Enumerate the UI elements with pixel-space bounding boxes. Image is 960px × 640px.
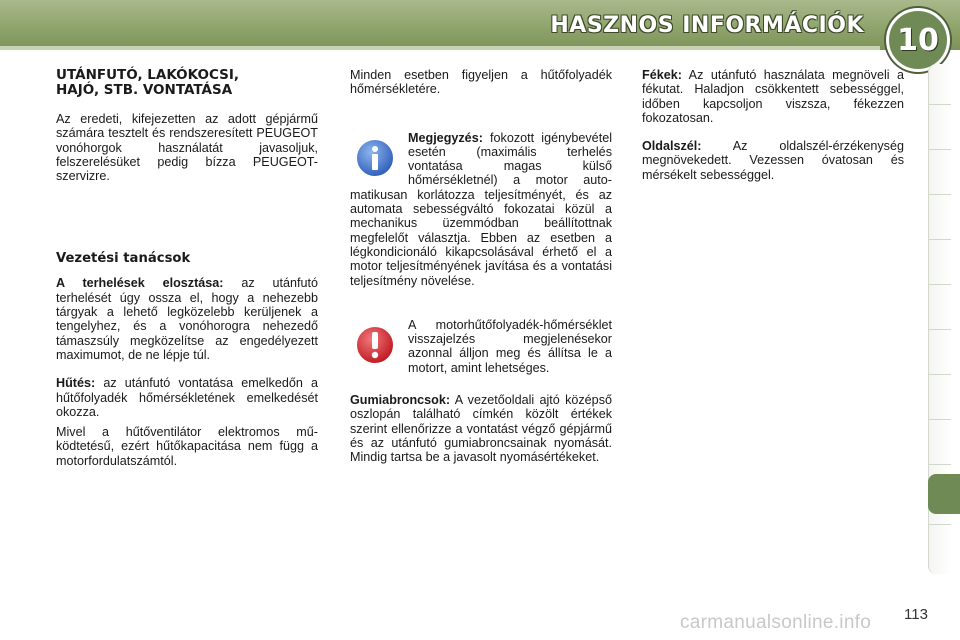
crosswind-text: Az oldalszél-érzékenység megnövekedett. Vezessen óvatosan és mérsékelt sebességgel. bbox=[642, 139, 904, 182]
warning-paragraph: A motorhűtőfolyadék-hőmérséklet visszajelzés megjelenésekor azonnal álljon meg és állítsa le a motort, amint lehetséges. bbox=[408, 317, 612, 375]
tab-divider bbox=[929, 419, 951, 420]
tab-divider bbox=[929, 239, 951, 240]
intro-paragraph: Az eredeti, kifejezetten az adott gépjármű számára tesztelt és rendszeresített PEUGEOT vonóhorgok használatát javasoljuk, felszerelésüket pedig bízza PEUGEOT-szervizre. bbox=[56, 112, 318, 184]
page-title: HASZNOS INFORMÁCIÓK bbox=[550, 13, 864, 38]
tab-divider bbox=[929, 284, 951, 285]
crosswind-paragraph bbox=[642, 139, 904, 182]
tyres-label: Gumiabroncsok: bbox=[350, 393, 451, 408]
watermark: carmanualsonline.info bbox=[680, 612, 872, 633]
cooling-label: Hűtés: bbox=[56, 376, 96, 391]
brakes-text: Az utánfutó használata megnöveli a fékutat. Haladjon csökkentett sebességgel, időben kapcsoljon viszsza, fékezzen fokozatosan. bbox=[642, 68, 904, 125]
warning-note bbox=[350, 318, 612, 375]
cooling-paragraph bbox=[56, 376, 318, 419]
brakes-label: Fékek: bbox=[642, 68, 682, 82]
load-paragraph bbox=[56, 276, 318, 362]
tab-divider bbox=[929, 374, 951, 375]
tab-divider bbox=[929, 104, 951, 105]
note-label: Megjegyzés: bbox=[408, 130, 483, 145]
section-title: UTÁNFUTÓ, LAKÓKOCSI, HAJÓ, STB. VONTATÁSA bbox=[56, 67, 240, 98]
info-note bbox=[350, 131, 612, 288]
tab-divider bbox=[929, 194, 951, 195]
fan-paragraph: Mivel a hűtőventilátor elektromos működtetésű, ezért hűtőkapacitása nem függ a motorfordulatszámtól. bbox=[56, 425, 318, 468]
brakes-paragraph bbox=[642, 68, 904, 125]
page-number: 113 bbox=[904, 606, 928, 623]
cooling-text: az utánfutó vontatása emelkedőn a hűtőfolyadék hőmérsékletének emelkedését okozza. bbox=[56, 376, 318, 419]
info-icon bbox=[354, 137, 396, 179]
column-middle bbox=[350, 68, 612, 465]
tab-divider bbox=[929, 329, 951, 330]
warning-icon bbox=[354, 324, 396, 366]
load-text: az utánfutó terhelését úgy ossza el, hogy a nehezebb tárgyak a lehető legközelebb kerüljenek a tengelyhez, és a vonóhorogra nehezedő támaszsúly megközelítse az engedélyezett maximumot, de ne lépje túl. bbox=[56, 276, 318, 362]
tab-divider bbox=[929, 149, 951, 150]
note-text: fokozott igénybevétel esetén (maximális terhelés vontatása magas külső hőmérsékletnél) a motor automatikusan korlátozza teljesítményét, és az automata sebességváltó fokozatai közül a mechanikus üzemmódban beállítottnak megfelelőt választja. Ebben az esetben a légkondicionáló kikapcsolásával érhető el a motor teljesítményének javítása és a vontatási teljesítmény növelése. bbox=[350, 130, 612, 288]
crosswind-label: Oldalszél: bbox=[642, 139, 702, 154]
load-label: A terhelések elosztása: bbox=[56, 276, 224, 291]
chapter-badge bbox=[886, 8, 950, 72]
tab-divider bbox=[929, 524, 951, 525]
tyres-text: A vezetőoldali ajtó középső oszlopán található címkén közölt értékek szerint ellenőrizze a vontatást végző gépjármű és az utánfutó gumiabroncsainak nyomását. Mindig tartsa be a javasolt nyomásértékeket. bbox=[350, 393, 612, 465]
chapter-number: 10 bbox=[897, 22, 939, 58]
subheading-driving-tips: Vezetési tanácsok bbox=[56, 251, 191, 267]
column-left bbox=[56, 68, 318, 468]
column-right bbox=[642, 68, 904, 182]
coolant-watch-paragraph: Minden esetben figyeljen a hűtőfolyadék hőmérsékletére. bbox=[350, 68, 612, 97]
tyres-paragraph bbox=[350, 393, 612, 464]
tab-divider bbox=[929, 464, 951, 465]
chapter-tab-active[interactable] bbox=[928, 474, 960, 514]
